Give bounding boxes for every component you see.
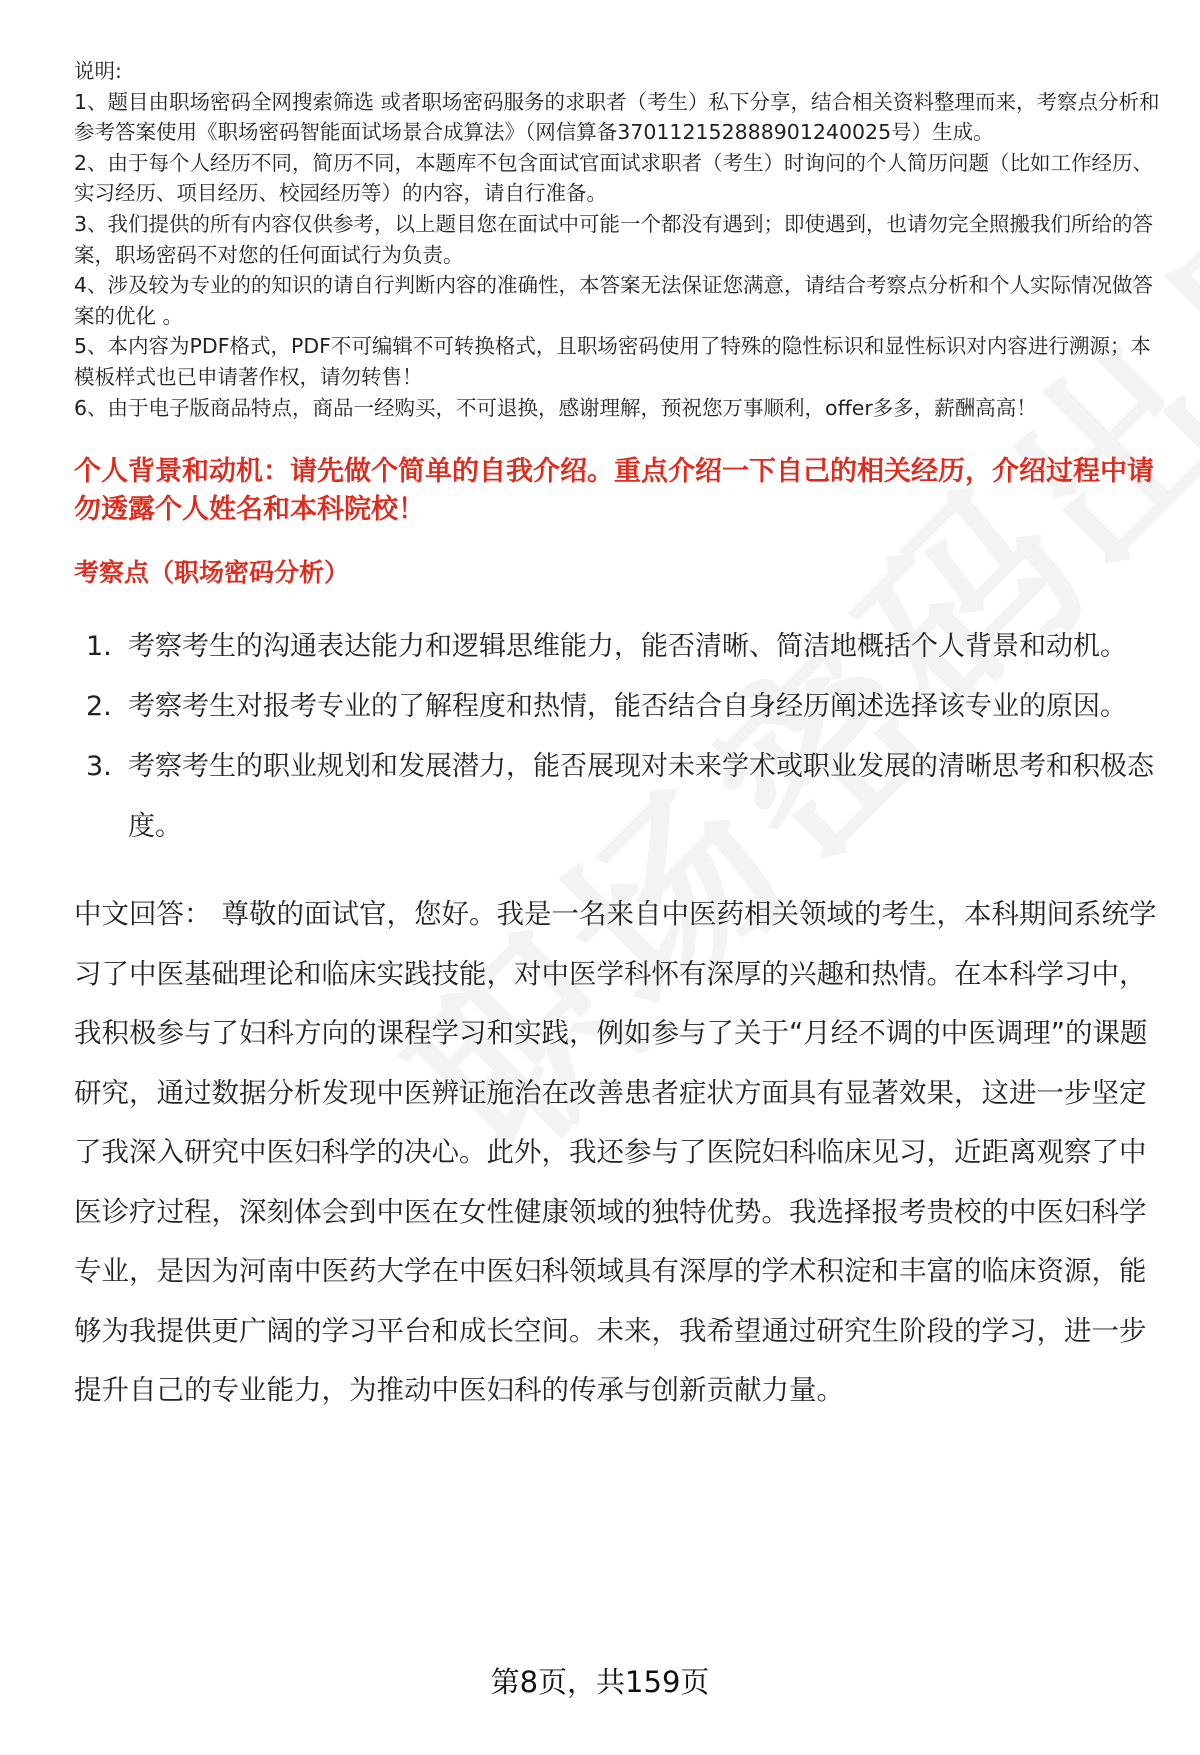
- page-number: 第8页，共159页: [490, 1665, 710, 1699]
- note-item: 1、题目由职场密码全网搜索筛选 或者职场密码服务的求职者（考生）私下分享，结合相关资料整理而来，考察点分析和参考答案使用《职场密码智能面试场景合成算法》（网信算备370112152888901240025号）生成。: [74, 89, 1160, 145]
- note-item: 5、本内容为PDF格式，PDF不可编辑不可转换格式，且职场密码使用了特殊的隐性标识和显性标识对内容进行溯源；本模板样式也已申请著作权，请勿转售！: [74, 334, 1151, 389]
- point-text: 考察考生对报考专业的了解程度和热情，能否结合自身经历阐述选择该专业的原因。: [128, 691, 1127, 723]
- point-text: 考察考生的职业规划和发展潜力，能否展现对未来学术或职业发展的清晰思考和积极态度。: [128, 751, 1154, 843]
- analysis-point: [74, 737, 1160, 857]
- point-text: 考察考生的沟通表达能力和逻辑思维能力，能否清晰、简洁地概括个人背景和动机。: [128, 631, 1127, 663]
- point-number: 1.: [86, 631, 112, 663]
- note-item: 3、我们提供的所有内容仅供参考，以上题目您在面试中可能一个都没有遇到；即使遇到，也请勿完全照搬我们所给的答案，职场密码不对您的任何面试行为负责。: [74, 211, 1154, 267]
- point-number: 3.: [86, 751, 112, 783]
- document-page: [74, 56, 1160, 1421]
- note-item: 6、由于电子版商品特点，商品一经购买，不可退换，感谢理解，预祝您万事顺利，offer多多，薪酬高高！: [74, 395, 1037, 420]
- analysis-point: [74, 677, 1160, 737]
- analysis-points: [74, 617, 1160, 857]
- note-item: 2、由于每个人经历不同，简历不同，本题库不包含面试官面试求职者（考生）时询问的个人简历问题（比如工作经历、实习经历、项目经历、校园经历等）的内容，请自行准备。: [74, 150, 1154, 206]
- disclaimer-notes: [74, 56, 1160, 423]
- analysis-heading: 考察点（职场密码分析）: [74, 558, 350, 588]
- answer-label: 中文回答：: [74, 898, 212, 931]
- answer-text: 尊敬的面试官，您好。我是一名来自中医药相关领域的考生，本科期间系统学习了中医基础理论和临床实践技能，对中医学科怀有深厚的兴趣和热情。在本科学习中，我积极参与了妇科方向的课程学习和实践，例如参与了关于“月经不调的中医调理”的课题研究，通过数据分析发现中医辨证施治在改善患者症状方面具有显著效果，这进一步坚定了我深入研究中医妇科学的决心。此外，我还参与了医院妇科临床见习，近距离观察了中医诊疗过程，深刻体会到中医在女性健康领域的独特优势。我选择报考贵校的中医妇科学专业，是因为河南中医药大学在中医妇科领域具有深厚的学术积淀和丰富的临床资源，能够为我提供更广阔的学习平台和成长空间。未来，我希望通过研究生阶段的学习，进一步提升自己的专业能力，为推动中医妇科的传承与创新贡献力量。: [74, 898, 1157, 1407]
- note-item: 4、涉及较为专业的的知识的请自行判断内容的准确性，本答案无法保证您满意，请结合考察点分析和个人实际情况做答案的优化 。: [74, 273, 1154, 328]
- answer-block: [74, 885, 1160, 1421]
- question-title: 个人背景和动机：请先做个简单的自我介绍。重点介绍一下自己的相关经历，介绍过程中请勿透露个人姓名和本科院校！: [74, 456, 1154, 526]
- point-number: 2.: [86, 691, 112, 723]
- analysis-point: [74, 617, 1160, 677]
- notes-heading: 说明:: [74, 59, 122, 83]
